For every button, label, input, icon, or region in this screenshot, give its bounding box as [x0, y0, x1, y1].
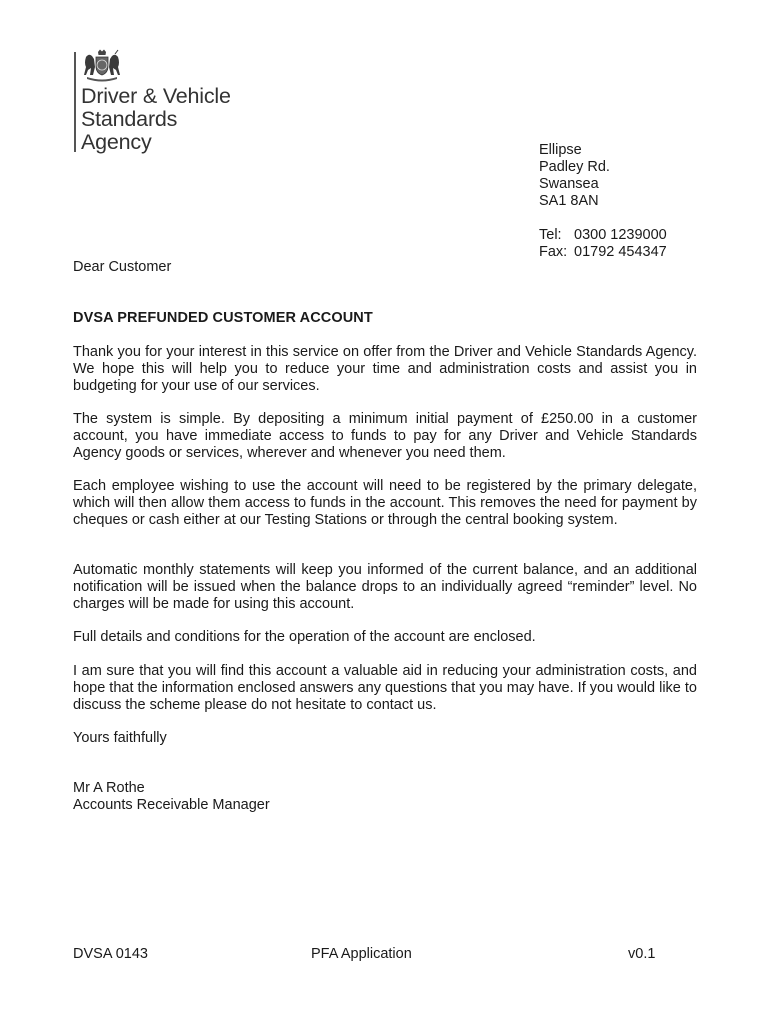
- address-spacer: [539, 210, 667, 227]
- signatory-name: Mr A Rothe: [73, 780, 145, 796]
- paragraph-statements: Automatic monthly statements will keep you informed of the current balance, and an additional notification will be issued when the balance drops to an individually agreed “reminder” level. No charges will be made for using this account.: [73, 562, 697, 612]
- paragraph-intro: Thank you for your interest in this service on offer from the Driver and Vehicle Standards Agency. We hope this will help you to reduce your time and administration costs and assist you in budgeting for your use of our services.: [73, 344, 697, 394]
- fax-row: [539, 244, 667, 261]
- letter-subject: DVSA PREFUNDED CUSTOMER ACCOUNT: [73, 310, 373, 326]
- paragraph-details: Full details and conditions for the operation of the account are enclosed.: [73, 629, 536, 645]
- address-line: Swansea: [539, 176, 599, 192]
- logo-line: Standards: [81, 107, 178, 131]
- address-line: SA1 8AN: [539, 193, 599, 209]
- telephone-label: Tel:: [539, 227, 562, 243]
- complimentary-close: Yours faithfully: [73, 730, 167, 746]
- telephone-row: [539, 227, 667, 244]
- paragraph-employees: Each employee wishing to use the account will need to be registered by the primary delegate, which will then allow them access to funds in the account. This removes the need for payment by cheques or cash either at our Testing Stations or through the central booking system.: [73, 478, 697, 528]
- logo-divider: [74, 52, 76, 152]
- footer-reference: DVSA 0143: [73, 946, 148, 962]
- salutation: Dear Customer: [73, 259, 172, 275]
- logo-line: Driver & Vehicle: [81, 84, 231, 108]
- telephone-number: 0300 1239000: [574, 227, 667, 243]
- address-line: Padley Rd.: [539, 159, 610, 175]
- fax-label: Fax:: [539, 244, 568, 260]
- footer-version: v0.1: [628, 946, 656, 962]
- agency-logo-text: [81, 85, 231, 154]
- fax-number: 01792 454347: [574, 244, 667, 260]
- footer-title: PFA Application: [311, 946, 412, 962]
- signatory-block: [73, 780, 270, 814]
- sender-address: [539, 142, 667, 261]
- signatory-title: Accounts Receivable Manager: [73, 797, 270, 813]
- paragraph-closing: I am sure that you will find this account a valuable aid in reducing your administration costs, and hope that the information enclosed answers any questions that you may have. If you would like to discuss the scheme please do not hesitate to contact us.: [73, 663, 697, 713]
- logo-line: Agency: [81, 130, 152, 154]
- royal-coat-of-arms-icon: [82, 49, 122, 83]
- paragraph-system: The system is simple. By depositing a minimum initial payment of £250.00 in a customer account, you have immediate access to funds to pay for any Driver and Vehicle Standards Agency goods or services, wherever and whenever you need them.: [73, 411, 697, 461]
- address-line: Ellipse: [539, 142, 582, 158]
